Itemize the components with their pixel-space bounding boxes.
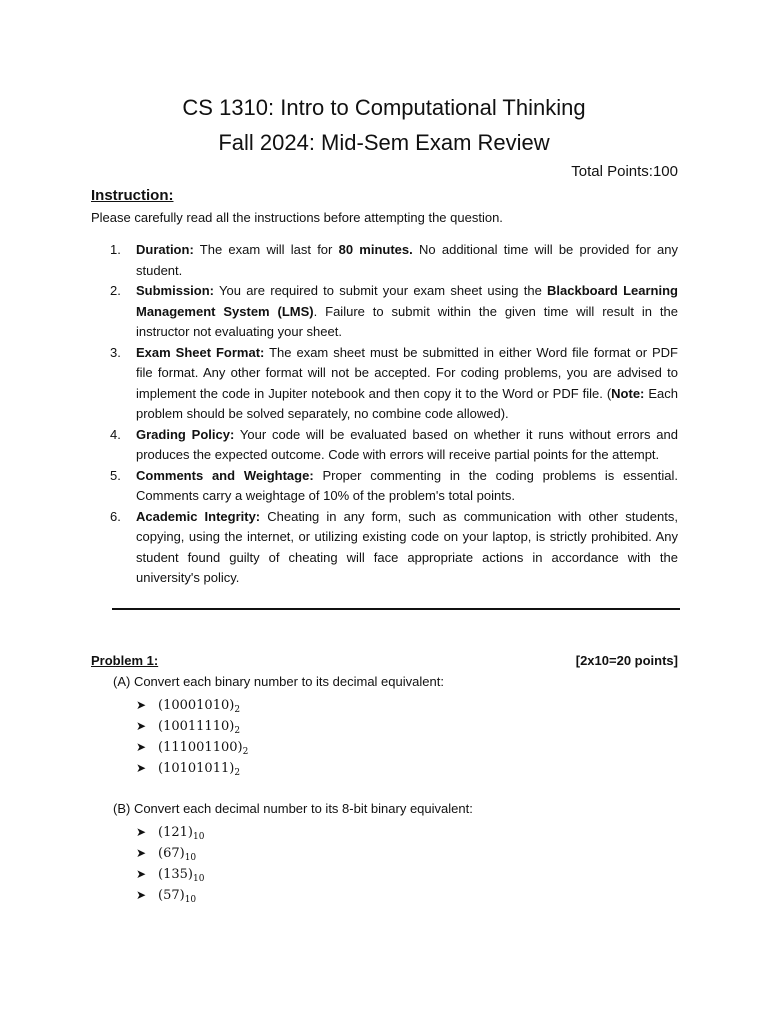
list-item bbox=[136, 864, 204, 885]
arrowhead-bullet-icon: ➤ bbox=[136, 825, 147, 839]
instruction-text: Each problem should be solved separately, no combine code allowed). bbox=[136, 385, 678, 421]
document-title: CS 1310: Intro to Computational Thinking bbox=[182, 95, 586, 120]
problem-heading: Problem 1: bbox=[91, 653, 159, 668]
number-base: 2 bbox=[234, 726, 241, 736]
problem-points: [2x10=20 points] bbox=[575, 653, 678, 668]
arrowhead-bullet-icon: ➤ bbox=[136, 888, 147, 902]
arrowhead-bullet-icon: ➤ bbox=[136, 867, 147, 881]
list-item bbox=[136, 695, 248, 716]
part-a-prompt: (A) Convert each binary number to its decimal equivalent: bbox=[113, 674, 444, 689]
instruction-number: 4. bbox=[110, 426, 121, 442]
instruction-item bbox=[110, 425, 678, 466]
instructions-list bbox=[110, 240, 678, 589]
number-base: 10 bbox=[184, 853, 197, 863]
number-base: 2 bbox=[234, 705, 241, 715]
instructions-heading: Instruction: bbox=[91, 187, 174, 204]
list-item bbox=[136, 885, 204, 906]
list-item bbox=[136, 758, 248, 779]
instruction-label: Exam Sheet Format: bbox=[136, 344, 265, 360]
instruction-item bbox=[110, 281, 678, 343]
total-points: Total Points:100 bbox=[571, 163, 678, 180]
list-item bbox=[136, 716, 248, 737]
number-base: 10 bbox=[192, 832, 205, 842]
instruction-text: Proper commenting in the coding problems is essential. Comments carry a weightage of 10% of the problem's total points. bbox=[136, 467, 678, 503]
instruction-number: 3. bbox=[110, 344, 121, 360]
part-b-list bbox=[136, 822, 204, 906]
number-base: 2 bbox=[234, 768, 241, 778]
arrowhead-bullet-icon: ➤ bbox=[136, 761, 147, 775]
list-item bbox=[136, 737, 248, 758]
instruction-number: 5. bbox=[110, 467, 121, 483]
arrowhead-bullet-icon: ➤ bbox=[136, 698, 147, 712]
instruction-emphasis: Blackboard Learning Management System (LMS) bbox=[136, 283, 678, 319]
instruction-item bbox=[110, 507, 678, 589]
arrowhead-bullet-icon: ➤ bbox=[136, 719, 147, 733]
number-base: 2 bbox=[242, 747, 249, 757]
section-divider bbox=[112, 608, 680, 610]
instruction-text: Your code will be evaluated based on whether it runs without errors and produces the expected outcome. Code with errors will receive partial points for the attempt. bbox=[136, 426, 678, 462]
instruction-number: 6. bbox=[110, 508, 121, 524]
list-item bbox=[136, 822, 204, 843]
instruction-emphasis: Note: bbox=[611, 385, 645, 401]
instruction-label: Duration: bbox=[136, 242, 194, 257]
instruction-item bbox=[110, 466, 678, 507]
number-value: (135) bbox=[158, 867, 193, 882]
instruction-item bbox=[110, 343, 678, 425]
part-a-list bbox=[136, 695, 248, 779]
arrowhead-bullet-icon: ➤ bbox=[136, 740, 147, 754]
instruction-text: The exam sheet must be submitted in either Word file format or PDF file format. Any other format will not be accepted. For coding problems, you are advised to implement the code in Jupiter notebook and then copy it to the Word or PDF file. ( bbox=[136, 344, 679, 401]
instruction-text: You are required to submit your exam sheet using the bbox=[214, 283, 548, 298]
number-value: (111001100) bbox=[158, 740, 243, 755]
number-value: (10011110) bbox=[158, 719, 235, 734]
number-value: (10001010) bbox=[158, 698, 235, 713]
list-item bbox=[136, 843, 204, 864]
arrowhead-bullet-icon: ➤ bbox=[136, 846, 147, 860]
instruction-label: Academic Integrity: bbox=[136, 508, 261, 524]
document-subtitle: Fall 2024: Mid-Sem Exam Review bbox=[218, 130, 550, 155]
number-value: (57) bbox=[158, 888, 185, 903]
instruction-number: 2. bbox=[110, 283, 121, 298]
part-b-prompt: (B) Convert each decimal number to its 8-bit binary equivalent: bbox=[113, 801, 473, 816]
instruction-item bbox=[110, 240, 678, 281]
instruction-text: The exam will last for bbox=[193, 242, 339, 257]
number-base: 10 bbox=[184, 895, 197, 905]
instruction-emphasis: 80 minutes. bbox=[338, 242, 413, 257]
instruction-text: . Failure to submit within the given time will result in the instructor not evaluating your sheet. bbox=[136, 303, 678, 339]
number-base: 10 bbox=[192, 874, 205, 884]
instruction-number: 1. bbox=[110, 242, 121, 257]
instruction-text: Cheating in any form, such as communication with other students, copying, using the internet, or utilizing existing code on your laptop, is strictly prohibited. Any student found guilty of cheating will face appropriate actions in accordance with the university's policy. bbox=[136, 508, 678, 585]
instructions-intro: Please carefully read all the instructions before attempting the question. bbox=[91, 210, 503, 225]
number-value: (10101011) bbox=[158, 761, 235, 776]
number-value: (67) bbox=[158, 846, 185, 861]
instruction-label: Submission: bbox=[136, 283, 215, 298]
instruction-text: No additional time will be provided for any student. bbox=[136, 242, 678, 278]
number-value: (121) bbox=[158, 825, 193, 840]
instruction-label: Grading Policy: bbox=[136, 426, 235, 442]
instruction-label: Comments and Weightage: bbox=[136, 467, 314, 483]
